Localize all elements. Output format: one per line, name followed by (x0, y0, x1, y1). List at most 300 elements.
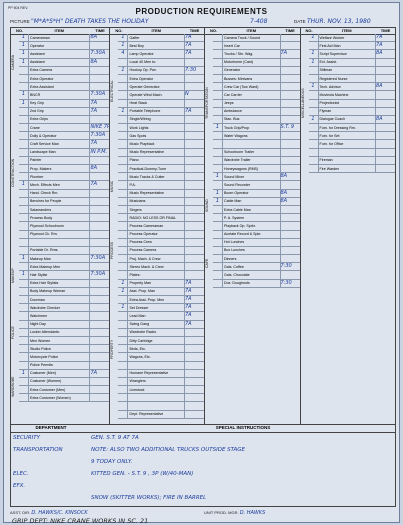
row-time (89, 239, 109, 246)
property-row (118, 402, 204, 410)
row-item: Locker Attendants: (30, 330, 60, 335)
row-number: 1 (118, 288, 128, 295)
row-time: 7:30 (280, 280, 300, 287)
row-item: Night Day (30, 322, 46, 327)
row-number (118, 190, 128, 197)
police-row (19, 345, 109, 353)
row-item: Tech. Advisor (319, 84, 341, 89)
row-item: Benches for People (30, 199, 62, 204)
row-number (213, 75, 223, 82)
instruction-dept: EFX. (13, 483, 26, 489)
row-number (19, 173, 29, 180)
wardrobe-row (19, 370, 109, 378)
property-row (118, 394, 204, 402)
column-4-rows (300, 34, 396, 173)
row-item: Cameraman (30, 35, 50, 40)
row-item: Best Boy (129, 43, 144, 48)
row-time (184, 370, 204, 377)
property-row (118, 411, 204, 419)
row-item: Painter (30, 158, 42, 163)
row-time (280, 91, 300, 98)
row-item: Dinners (224, 256, 237, 261)
row-number: 1 (19, 91, 29, 98)
row-number (118, 206, 128, 213)
police-row (19, 321, 109, 329)
row-time (184, 337, 204, 344)
row-item: Men Women (30, 338, 51, 343)
row-item: Process Cameraman (129, 223, 164, 228)
column-header: NO. ITEM TIME (110, 28, 204, 35)
row-time: 7:30 (184, 67, 204, 74)
camera-row (19, 83, 109, 91)
music-section (110, 149, 204, 223)
row-time (89, 337, 109, 344)
row-time (184, 100, 204, 107)
row-number: 1 (213, 124, 223, 131)
process-section (110, 222, 204, 279)
construction-section (11, 91, 110, 255)
misc-row (309, 50, 396, 58)
row-number (118, 214, 128, 221)
row-time: 7:30A (89, 271, 109, 278)
row-item: Craft Service Man (30, 142, 59, 147)
grip-row (19, 108, 109, 116)
row-time (184, 181, 204, 188)
row-time (280, 255, 300, 262)
music-row (118, 173, 204, 181)
cafe-row (213, 255, 300, 263)
row-time: 7A (89, 370, 109, 377)
row-item: Gals. Chocolate (224, 273, 250, 278)
row-time (89, 157, 109, 164)
misc-row (309, 108, 396, 116)
row-item: Music Playback (129, 142, 155, 147)
row-time: 7:30A (89, 91, 109, 98)
row-item: Wranglers (129, 379, 146, 384)
row-time: 8A (280, 173, 300, 180)
music-section-label: MUSIC (110, 179, 115, 192)
row-item: Doorman (30, 297, 45, 302)
row-number (19, 247, 29, 254)
row-item: Process Body (30, 215, 53, 220)
row-time (89, 288, 109, 295)
row-number (213, 157, 223, 164)
sound-row (213, 198, 300, 206)
row-item: Lead Man (129, 313, 146, 318)
row-time: 7A (184, 312, 204, 319)
row-item: Motorcycle Police (30, 354, 59, 359)
row-number: 1 (309, 59, 319, 66)
row-number (213, 100, 223, 107)
row-time (184, 157, 204, 164)
grip-row (19, 190, 109, 198)
row-time (184, 132, 204, 139)
row-time (280, 149, 300, 156)
sound-row (213, 222, 300, 230)
row-time: 7A (89, 108, 109, 115)
row-time: 7:30A (89, 50, 109, 57)
electrical-row (118, 42, 204, 50)
property-row (118, 312, 204, 320)
row-number (118, 100, 128, 107)
row-item: Trucks / Stn. Wag. (224, 51, 254, 56)
row-number: 1 (213, 198, 223, 205)
electrical-row (118, 108, 204, 116)
transport-row (213, 116, 300, 124)
property-row (118, 280, 204, 288)
property-row (118, 296, 204, 304)
row-item: Schoolroom Trailer (224, 150, 255, 155)
row-number (118, 239, 128, 246)
row-time (375, 91, 395, 98)
row-number (309, 91, 319, 98)
row-item: Plywood Ck. Rm. (30, 232, 58, 237)
row-number (19, 362, 29, 369)
row-item: P.A. (129, 182, 136, 187)
row-item: First Aid Man (319, 43, 341, 48)
instruction-dept: ELEC. (13, 471, 29, 477)
row-number (213, 280, 223, 287)
row-time (89, 198, 109, 205)
music-row (118, 165, 204, 173)
row-item: Flyman (319, 109, 332, 114)
row-number: 1 (19, 42, 29, 49)
row-item: Jeeps (224, 101, 234, 106)
row-item: Boom Operator (224, 191, 249, 196)
cafe-row (213, 239, 300, 247)
makeup-row (19, 280, 109, 288)
row-time: 7A (184, 34, 204, 41)
row-item: Operate Wind Mach. (129, 92, 163, 97)
row-time (89, 75, 109, 82)
transport-row (213, 100, 300, 108)
row-number (19, 386, 29, 393)
grip-row (19, 165, 109, 173)
row-number (118, 231, 128, 238)
row-number (19, 337, 29, 344)
instruction-dept: SECURITY (13, 435, 40, 441)
row-time (184, 239, 204, 246)
row-number: 1 (118, 108, 128, 115)
camera-row (19, 42, 109, 50)
grip-row (19, 222, 109, 230)
camera-section (11, 34, 109, 91)
row-number: 1 (309, 50, 319, 57)
row-time: 8A (375, 116, 395, 123)
instruction-text: SNOW (SKITTER WORKS); FIRE IN BARREL (91, 495, 207, 501)
row-item: Ambulance (224, 109, 242, 114)
row-number (19, 67, 29, 74)
row-item: Music Representative (129, 150, 165, 155)
row-item: Process Camera (129, 248, 157, 253)
row-time (280, 42, 300, 49)
row-item: Single/Wiring (129, 117, 151, 122)
row-item: Wardrobe Checker (30, 305, 61, 310)
row-item: Gals. Coffee (224, 264, 244, 269)
row-item: Ditty Cartridge (129, 338, 153, 343)
grip-row (19, 91, 109, 99)
row-item: Dolly & Operator (30, 133, 57, 138)
row-time: 8A (375, 50, 395, 57)
unit-manager-field: UNIT PROD. MGR. D. HAWKS (204, 510, 266, 516)
misc-row (309, 42, 396, 50)
row-item: Stac. Bus (224, 117, 240, 122)
row-time (89, 263, 109, 270)
row-item: Music Tracks & Cutter (129, 174, 165, 179)
transport-row (213, 165, 300, 173)
row-time (184, 362, 204, 369)
row-number (118, 173, 128, 180)
row-time (184, 353, 204, 360)
row-item: Fire Warden (319, 166, 340, 171)
column-2-rows (110, 34, 204, 419)
process-row (118, 239, 204, 247)
music-row (118, 214, 204, 222)
row-number (19, 108, 29, 115)
row-number (118, 124, 128, 131)
row-item: Body Makeup Woman (30, 289, 66, 294)
row-time: IN P.M. (89, 149, 109, 156)
music-row (118, 149, 204, 157)
row-time: NIKE 7P (90, 124, 110, 131)
special-instructions-header: DEPARTMENT SPECIAL INSTRUCTIONS (11, 425, 395, 433)
column-1-rows (11, 34, 110, 402)
row-item: Script Supervisor (319, 51, 347, 56)
row-time: 8A (89, 34, 109, 41)
row-item: Operator (30, 43, 45, 48)
row-number (19, 304, 29, 311)
police-row (19, 312, 109, 320)
sound-section-label: SOUND (205, 199, 209, 213)
row-item: Plywood Schoolroom (30, 223, 64, 228)
row-item: Stereo Mach. & Crew (129, 264, 164, 269)
row-number (118, 386, 128, 393)
row-number (118, 402, 128, 409)
property-row (118, 378, 204, 386)
row-time: 8A (280, 190, 300, 197)
row-time (375, 108, 395, 115)
row-time: 7A (184, 296, 204, 303)
row-number (213, 271, 223, 278)
transportation-section (205, 34, 300, 173)
instruction-line (11, 483, 395, 489)
row-number (118, 222, 128, 229)
row-number (118, 394, 128, 401)
row-time: 7:30A (89, 132, 109, 139)
row-time (280, 140, 300, 147)
transport-section-label: TRANSPORTATION (205, 87, 209, 120)
transport-row (213, 34, 300, 42)
column-4 (301, 28, 396, 424)
electrical-row (118, 34, 204, 42)
row-item: Operate Generator (129, 84, 160, 89)
row-number (213, 67, 223, 74)
row-number: 1 (309, 116, 319, 123)
row-time (89, 42, 109, 49)
row-time (184, 149, 204, 156)
row-number: 1 (19, 50, 29, 57)
row-time (280, 181, 300, 188)
grip-row (19, 247, 109, 255)
row-time (184, 206, 204, 213)
row-time (280, 214, 300, 221)
row-number (309, 67, 319, 74)
row-item: Doz. Doughnuts (224, 281, 250, 286)
row-item: Humane Representative (129, 371, 169, 376)
cafe-section (205, 239, 300, 288)
music-row (118, 206, 204, 214)
row-number (19, 280, 29, 287)
row-time (280, 75, 300, 82)
row-item: Dept. Representative (129, 412, 164, 417)
wardrobe-row (19, 378, 109, 386)
row-number (19, 378, 29, 385)
date-label: DATE (294, 19, 306, 24)
row-number (118, 370, 128, 377)
column-2 (110, 28, 205, 424)
row-number (213, 247, 223, 254)
row-time: 7A (89, 140, 109, 147)
row-time (184, 255, 204, 262)
row-number: 1 (19, 59, 29, 66)
cafe-row (213, 280, 300, 288)
misc-row (309, 149, 396, 157)
row-item: Watchmen (30, 313, 48, 318)
row-number (309, 108, 319, 115)
row-number (118, 362, 128, 369)
row-time (375, 140, 395, 147)
row-item: Extra Camera (30, 68, 53, 73)
grip-section-label: CONSTRUCTION (11, 159, 15, 188)
row-item: Makeup Man (30, 256, 51, 261)
misc-row (309, 91, 396, 99)
transport-row (213, 124, 300, 132)
row-number: 1 (19, 255, 29, 262)
camera-row (19, 75, 109, 83)
row-time (89, 321, 109, 328)
row-time (280, 157, 300, 164)
row-item: Proj. Mach. & Crew (129, 256, 161, 261)
misc-row (309, 59, 396, 67)
row-time (89, 247, 109, 254)
electrical-row (118, 59, 204, 67)
row-time (375, 100, 395, 107)
row-item: Local 40 Men to: (129, 60, 157, 65)
grip-row (19, 173, 109, 181)
row-number: 1 (19, 370, 29, 377)
instruction-line (11, 495, 395, 501)
row-number (213, 83, 223, 90)
picture-label: PICTURE (10, 19, 30, 24)
row-number: 1 (19, 271, 29, 278)
row-number: 1 (118, 42, 128, 49)
row-number (19, 198, 29, 205)
property-row (118, 304, 204, 312)
row-number (118, 165, 128, 172)
misc-row (309, 124, 396, 132)
row-time (184, 386, 204, 393)
row-number (118, 75, 128, 82)
row-time: 7A (375, 42, 395, 49)
row-time: 8A (280, 198, 300, 205)
row-number (213, 231, 223, 238)
property-row (118, 321, 204, 329)
grip-row (19, 140, 109, 148)
row-time: 7A (184, 288, 204, 295)
row-time (184, 140, 204, 147)
grip-row (19, 132, 109, 140)
row-item: Box Lunches (224, 248, 245, 253)
miscellaneous-section (300, 34, 396, 173)
row-number (118, 271, 128, 278)
row-item: Dialogue Coach (319, 117, 346, 122)
cafe-section-label: CAFE (205, 258, 209, 268)
row-time: 8A (89, 59, 109, 66)
wardrobe-row (19, 386, 109, 394)
row-time (280, 247, 300, 254)
music-row (118, 157, 204, 165)
row-time (89, 345, 109, 352)
transport-row (213, 67, 300, 75)
camera-row (19, 50, 109, 58)
row-number (19, 353, 29, 360)
grip-row (19, 198, 109, 206)
column-header: NO. ITEM TIME (205, 28, 300, 35)
instruction-line (11, 471, 395, 477)
row-number (118, 132, 128, 139)
row-item: Furn. for Dressing Rm. (319, 125, 356, 130)
music-row (118, 190, 204, 198)
row-item: Cable Man (224, 199, 242, 204)
misc-row (309, 83, 396, 91)
electrical-row (118, 83, 204, 91)
row-time: S.T. 9 (280, 124, 300, 131)
column-3 (205, 28, 301, 424)
row-number (118, 157, 128, 164)
electrical-row (118, 75, 204, 83)
row-item: Livestock (129, 387, 145, 392)
misc-row (309, 157, 396, 165)
row-item: Extra Asst. Prop. Men (129, 297, 165, 302)
row-time (184, 329, 204, 336)
row-number (19, 132, 29, 139)
row-time: 8A (375, 83, 395, 90)
police-row (19, 362, 109, 370)
row-item: BNCR (30, 92, 41, 97)
row-item: Key Grip (30, 101, 44, 106)
sound-row (213, 181, 300, 189)
row-number (19, 75, 29, 82)
row-number (213, 239, 223, 246)
row-item: Prop. Makers (30, 166, 52, 171)
row-number (118, 329, 128, 336)
row-item: Extra Grips (30, 117, 48, 122)
row-time (184, 345, 204, 352)
row-number (19, 239, 29, 246)
row-item: Costumer (Men) (30, 371, 56, 376)
row-number (19, 124, 29, 131)
row-number (213, 255, 223, 262)
misc-row (309, 132, 396, 140)
row-item: Insert Car (224, 43, 240, 48)
row-item: Welfare Worker (319, 35, 345, 40)
row-number (19, 231, 29, 238)
row-number: 1 (309, 83, 319, 90)
row-time (89, 231, 109, 238)
process-row (118, 231, 204, 239)
row-number (118, 337, 128, 344)
row-number (309, 75, 319, 82)
